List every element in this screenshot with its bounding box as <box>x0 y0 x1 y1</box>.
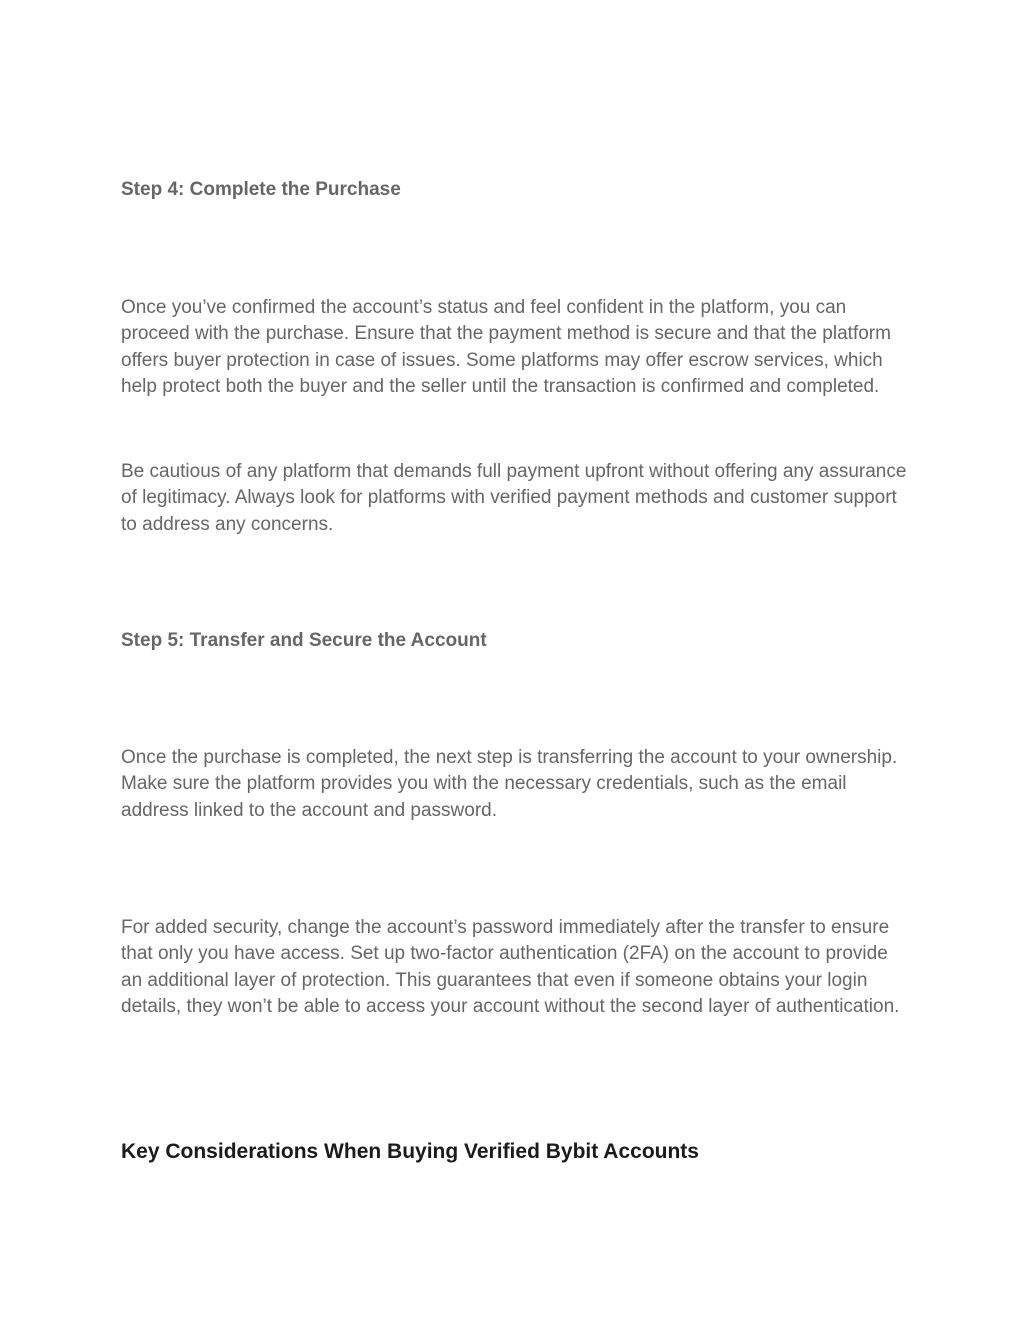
step-5-heading: Step 5: Transfer and Secure the Account <box>121 630 487 651</box>
step-4-paragraph-2: Be cautious of any platform that demands full payment upfront without offering any assurance of legitimacy. Always look for platforms with verified payment methods and customer support to address any concerns. <box>121 461 907 535</box>
key-considerations-heading: Key Considerations When Buying Verified Bybit Accounts <box>121 1140 699 1163</box>
step-5-paragraph-1: Once the purchase is completed, the next step is transferring the account to your ownership. Make sure the platform provides you with the necessary credentials, such as the email address linked to the account and password. <box>121 747 898 821</box>
step-4-heading: Step 4: Complete the Purchase <box>121 179 401 200</box>
step-5-paragraph-2: For added security, change the account’s password immediately after the transfer to ensure that only you have access. Set up two-factor authentication (2FA) on the account to provide an additional layer of protection. This guarantees that even if someone obtains your login details, they won’t be able to access your account without the second layer of authentication. <box>121 917 900 1018</box>
step-4-paragraph-1: Once you’ve confirmed the account’s status and feel confident in the platform, you can proceed with the purchase. Ensure that the payment method is secure and that the platform offers buyer protection in case of issues. Some platforms may offer escrow services, which help protect both the buyer and the seller until the transaction is confirmed and completed. <box>121 297 891 398</box>
